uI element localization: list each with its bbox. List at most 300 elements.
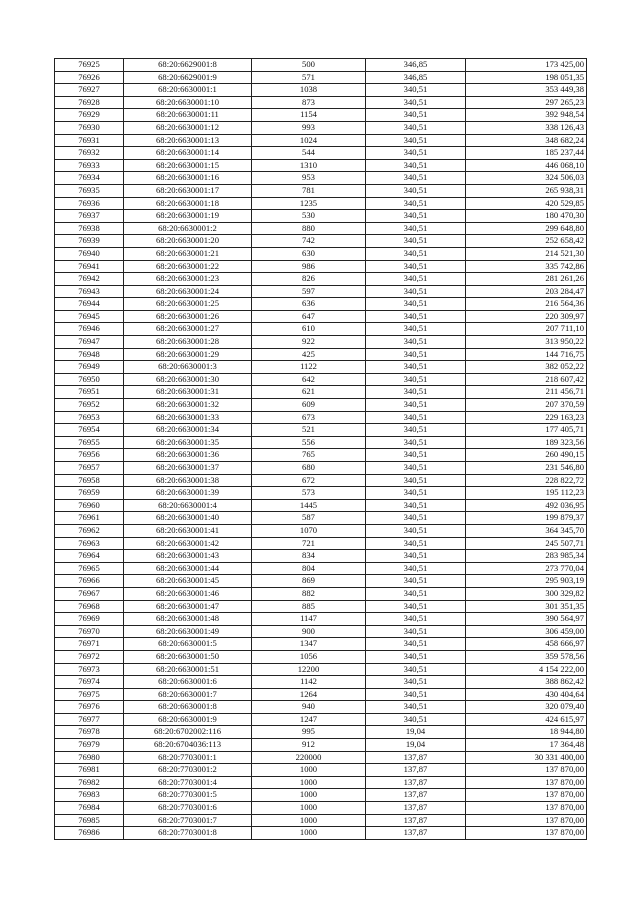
rate-cell: 340,51 <box>366 159 466 172</box>
value-cell: 388 862,42 <box>466 676 587 689</box>
value-cell: 335 742,86 <box>466 260 587 273</box>
table-row <box>55 424 587 437</box>
table-row <box>55 184 587 197</box>
rate-cell: 340,51 <box>366 348 466 361</box>
table-row <box>55 739 587 752</box>
cadastral-number-cell: 68:20:6630001:44 <box>124 562 252 575</box>
cadastral-number-cell: 68:20:6630001:22 <box>124 260 252 273</box>
row-number-cell: 76960 <box>55 499 124 512</box>
value-cell: 295 903,19 <box>466 575 587 588</box>
area-cell: 1000 <box>252 764 366 777</box>
table-row <box>55 247 587 260</box>
area-cell: 834 <box>252 550 366 563</box>
area-cell: 673 <box>252 411 366 424</box>
cadastral-number-cell: 68:20:7703001:8 <box>124 827 252 840</box>
table-row <box>55 701 587 714</box>
value-cell: 18 944,80 <box>466 726 587 739</box>
row-number-cell: 76944 <box>55 298 124 311</box>
table-row <box>55 273 587 286</box>
cadastral-number-cell: 68:20:6630001:18 <box>124 197 252 210</box>
table-row <box>55 688 587 701</box>
rate-cell: 340,51 <box>366 613 466 626</box>
value-cell: 301 351,35 <box>466 600 587 613</box>
table-row <box>55 776 587 789</box>
area-cell: 953 <box>252 172 366 185</box>
value-cell: 137 870,00 <box>466 776 587 789</box>
value-cell: 214 521,30 <box>466 247 587 260</box>
cadastral-number-cell: 68:20:6630001:5 <box>124 638 252 651</box>
row-number-cell: 76986 <box>55 827 124 840</box>
area-cell: 900 <box>252 625 366 638</box>
value-cell: 211 456,71 <box>466 386 587 399</box>
value-cell: 382 052,22 <box>466 361 587 374</box>
row-number-cell: 76927 <box>55 84 124 97</box>
cadastral-number-cell: 68:20:6630001:42 <box>124 537 252 550</box>
row-number-cell: 76955 <box>55 436 124 449</box>
rate-cell: 340,51 <box>366 310 466 323</box>
rate-cell: 340,51 <box>366 235 466 248</box>
cadastral-number-cell: 68:20:6630001:50 <box>124 650 252 663</box>
row-number-cell: 76945 <box>55 310 124 323</box>
rate-cell: 340,51 <box>366 399 466 412</box>
value-cell: 207 711,10 <box>466 323 587 336</box>
area-cell: 1000 <box>252 802 366 815</box>
rate-cell: 137,87 <box>366 764 466 777</box>
rate-cell: 340,51 <box>366 298 466 311</box>
value-cell: 260 490,15 <box>466 449 587 462</box>
area-cell: 1000 <box>252 814 366 827</box>
rate-cell: 340,51 <box>366 562 466 575</box>
table-row <box>55 96 587 109</box>
table-row <box>55 512 587 525</box>
table-row <box>55 235 587 248</box>
table-row <box>55 361 587 374</box>
cadastral-value-table <box>54 58 587 840</box>
row-number-cell: 76978 <box>55 726 124 739</box>
area-cell: 573 <box>252 487 366 500</box>
row-number-cell: 76934 <box>55 172 124 185</box>
rate-cell: 340,51 <box>366 134 466 147</box>
cadastral-number-cell: 68:20:6630001:36 <box>124 449 252 462</box>
table-row <box>55 827 587 840</box>
table-row <box>55 298 587 311</box>
table-row <box>55 487 587 500</box>
area-cell: 1347 <box>252 638 366 651</box>
row-number-cell: 76976 <box>55 701 124 714</box>
rate-cell: 19,04 <box>366 726 466 739</box>
row-number-cell: 76979 <box>55 739 124 752</box>
table-row <box>55 550 587 563</box>
table-row <box>55 449 587 462</box>
area-cell: 1445 <box>252 499 366 512</box>
row-number-cell: 76925 <box>55 59 124 72</box>
value-cell: 30 331 400,00 <box>466 751 587 764</box>
area-cell: 1000 <box>252 827 366 840</box>
value-cell: 265 938,31 <box>466 184 587 197</box>
rate-cell: 340,51 <box>366 361 466 374</box>
rate-cell: 340,51 <box>366 424 466 437</box>
row-number-cell: 76953 <box>55 411 124 424</box>
rate-cell: 137,87 <box>366 751 466 764</box>
cadastral-number-cell: 68:20:6630001:28 <box>124 336 252 349</box>
row-number-cell: 76930 <box>55 121 124 134</box>
value-cell: 390 564,97 <box>466 613 587 626</box>
rate-cell: 340,51 <box>366 121 466 134</box>
row-number-cell: 76966 <box>55 575 124 588</box>
value-cell: 4 154 222,00 <box>466 663 587 676</box>
row-number-cell: 76967 <box>55 587 124 600</box>
table-row <box>55 600 587 613</box>
cadastral-number-cell: 68:20:6629001:9 <box>124 71 252 84</box>
area-cell: 1000 <box>252 789 366 802</box>
value-cell: 231 546,80 <box>466 462 587 475</box>
value-cell: 137 870,00 <box>466 764 587 777</box>
row-number-cell: 76939 <box>55 235 124 248</box>
cadastral-number-cell: 68:20:6630001:24 <box>124 285 252 298</box>
cadastral-number-cell: 68:20:6630001:23 <box>124 273 252 286</box>
rate-cell: 340,51 <box>366 247 466 260</box>
value-cell: 144 716,75 <box>466 348 587 361</box>
cadastral-number-cell: 68:20:6630001:10 <box>124 96 252 109</box>
row-number-cell: 76951 <box>55 386 124 399</box>
rate-cell: 340,51 <box>366 688 466 701</box>
area-cell: 993 <box>252 121 366 134</box>
value-cell: 137 870,00 <box>466 827 587 840</box>
table-row <box>55 147 587 160</box>
cadastral-number-cell: 68:20:6630001:39 <box>124 487 252 500</box>
area-cell: 500 <box>252 59 366 72</box>
area-cell: 609 <box>252 399 366 412</box>
row-number-cell: 76983 <box>55 789 124 802</box>
table-row <box>55 399 587 412</box>
row-number-cell: 76974 <box>55 676 124 689</box>
rate-cell: 340,51 <box>366 575 466 588</box>
area-cell: 922 <box>252 336 366 349</box>
cadastral-number-cell: 68:20:6630001:4 <box>124 499 252 512</box>
value-cell: 229 163,23 <box>466 411 587 424</box>
table-row <box>55 713 587 726</box>
table-row <box>55 726 587 739</box>
value-cell: 228 822,72 <box>466 474 587 487</box>
area-cell: 1070 <box>252 524 366 537</box>
row-number-cell: 76942 <box>55 273 124 286</box>
row-number-cell: 76928 <box>55 96 124 109</box>
value-cell: 195 112,23 <box>466 487 587 500</box>
table-row <box>55 310 587 323</box>
cadastral-number-cell: 68:20:6630001:51 <box>124 663 252 676</box>
area-cell: 571 <box>252 71 366 84</box>
table-row <box>55 638 587 651</box>
rate-cell: 346,85 <box>366 71 466 84</box>
value-cell: 348 682,24 <box>466 134 587 147</box>
row-number-cell: 76972 <box>55 650 124 663</box>
cadastral-number-cell: 68:20:6630001:15 <box>124 159 252 172</box>
table-row <box>55 134 587 147</box>
value-cell: 180 470,30 <box>466 210 587 223</box>
row-number-cell: 76961 <box>55 512 124 525</box>
cadastral-number-cell: 68:20:6630001:26 <box>124 310 252 323</box>
area-cell: 1264 <box>252 688 366 701</box>
area-cell: 742 <box>252 235 366 248</box>
rate-cell: 340,51 <box>366 512 466 525</box>
row-number-cell: 76962 <box>55 524 124 537</box>
cadastral-number-cell: 68:20:6630001:11 <box>124 109 252 122</box>
rate-cell: 137,87 <box>366 776 466 789</box>
cadastral-number-cell: 68:20:6630001:2 <box>124 222 252 235</box>
cadastral-number-cell: 68:20:6630001:31 <box>124 386 252 399</box>
value-cell: 424 615,97 <box>466 713 587 726</box>
area-cell: 1056 <box>252 650 366 663</box>
area-cell: 672 <box>252 474 366 487</box>
table-row <box>55 336 587 349</box>
rate-cell: 340,51 <box>366 184 466 197</box>
cadastral-number-cell: 68:20:6630001:33 <box>124 411 252 424</box>
row-number-cell: 76985 <box>55 814 124 827</box>
area-cell: 597 <box>252 285 366 298</box>
rate-cell: 340,51 <box>366 260 466 273</box>
row-number-cell: 76937 <box>55 210 124 223</box>
area-cell: 425 <box>252 348 366 361</box>
table-row <box>55 625 587 638</box>
area-cell: 912 <box>252 739 366 752</box>
table-row <box>55 802 587 815</box>
table-row <box>55 524 587 537</box>
area-cell: 647 <box>252 310 366 323</box>
value-cell: 199 879,37 <box>466 512 587 525</box>
table-row <box>55 260 587 273</box>
cadastral-number-cell: 68:20:6630001:9 <box>124 713 252 726</box>
row-number-cell: 76984 <box>55 802 124 815</box>
value-cell: 207 370,59 <box>466 399 587 412</box>
row-number-cell: 76975 <box>55 688 124 701</box>
table-row <box>55 373 587 386</box>
rate-cell: 137,87 <box>366 814 466 827</box>
area-cell: 521 <box>252 424 366 437</box>
value-cell: 392 948,54 <box>466 109 587 122</box>
rate-cell: 340,51 <box>366 537 466 550</box>
rate-cell: 137,87 <box>366 827 466 840</box>
row-number-cell: 76956 <box>55 449 124 462</box>
area-cell: 721 <box>252 537 366 550</box>
rate-cell: 340,51 <box>366 550 466 563</box>
value-cell: 220 309,97 <box>466 310 587 323</box>
table-row <box>55 210 587 223</box>
cadastral-number-cell: 68:20:6630001:46 <box>124 587 252 600</box>
area-cell: 1000 <box>252 776 366 789</box>
cadastral-number-cell: 68:20:7703001:6 <box>124 802 252 815</box>
area-cell: 544 <box>252 147 366 160</box>
rate-cell: 340,51 <box>366 285 466 298</box>
rate-cell: 340,51 <box>366 638 466 651</box>
area-cell: 587 <box>252 512 366 525</box>
value-cell: 203 284,47 <box>466 285 587 298</box>
rate-cell: 340,51 <box>366 96 466 109</box>
value-cell: 137 870,00 <box>466 789 587 802</box>
rate-cell: 340,51 <box>366 386 466 399</box>
rate-cell: 340,51 <box>366 474 466 487</box>
table-row <box>55 109 587 122</box>
value-cell: 359 578,56 <box>466 650 587 663</box>
rate-cell: 340,51 <box>366 147 466 160</box>
row-number-cell: 76950 <box>55 373 124 386</box>
value-cell: 281 261,26 <box>466 273 587 286</box>
value-cell: 198 051,35 <box>466 71 587 84</box>
area-cell: 621 <box>252 386 366 399</box>
rate-cell: 340,51 <box>366 449 466 462</box>
rate-cell: 340,51 <box>366 172 466 185</box>
row-number-cell: 76980 <box>55 751 124 764</box>
cadastral-number-cell: 68:20:7703001:4 <box>124 776 252 789</box>
table-row <box>55 436 587 449</box>
rate-cell: 346,85 <box>366 59 466 72</box>
area-cell: 556 <box>252 436 366 449</box>
table-row <box>55 764 587 777</box>
value-cell: 273 770,04 <box>466 562 587 575</box>
row-number-cell: 76949 <box>55 361 124 374</box>
area-cell: 1122 <box>252 361 366 374</box>
cadastral-number-cell: 68:20:6630001:7 <box>124 688 252 701</box>
rate-cell: 340,51 <box>366 663 466 676</box>
cadastral-number-cell: 68:20:7703001:7 <box>124 814 252 827</box>
cadastral-number-cell: 68:20:6630001:17 <box>124 184 252 197</box>
table-row <box>55 462 587 475</box>
table-row <box>55 751 587 764</box>
value-cell: 338 126,43 <box>466 121 587 134</box>
table-row <box>55 474 587 487</box>
row-number-cell: 76970 <box>55 625 124 638</box>
row-number-cell: 76929 <box>55 109 124 122</box>
area-cell: 765 <box>252 449 366 462</box>
value-cell: 430 404,64 <box>466 688 587 701</box>
table-row <box>55 159 587 172</box>
row-number-cell: 76932 <box>55 147 124 160</box>
cadastral-number-cell: 68:20:6630001:6 <box>124 676 252 689</box>
cadastral-number-cell: 68:20:6630001:3 <box>124 361 252 374</box>
value-cell: 353 449,38 <box>466 84 587 97</box>
row-number-cell: 76981 <box>55 764 124 777</box>
area-cell: 869 <box>252 575 366 588</box>
table-row <box>55 537 587 550</box>
rate-cell: 340,51 <box>366 84 466 97</box>
area-cell: 12200 <box>252 663 366 676</box>
area-cell: 642 <box>252 373 366 386</box>
rate-cell: 340,51 <box>366 273 466 286</box>
cadastral-number-cell: 68:20:6630001:12 <box>124 121 252 134</box>
table-row <box>55 121 587 134</box>
rate-cell: 340,51 <box>366 109 466 122</box>
table-row <box>55 663 587 676</box>
table-row <box>55 814 587 827</box>
row-number-cell: 76941 <box>55 260 124 273</box>
row-number-cell: 76933 <box>55 159 124 172</box>
value-cell: 320 079,40 <box>466 701 587 714</box>
row-number-cell: 76977 <box>55 713 124 726</box>
rate-cell: 340,51 <box>366 323 466 336</box>
cadastral-number-cell: 68:20:6630001:14 <box>124 147 252 160</box>
table-row <box>55 499 587 512</box>
area-cell: 804 <box>252 562 366 575</box>
value-cell: 173 425,00 <box>466 59 587 72</box>
rate-cell: 137,87 <box>366 802 466 815</box>
cadastral-number-cell: 68:20:6630001:20 <box>124 235 252 248</box>
value-cell: 458 666,97 <box>466 638 587 651</box>
value-cell: 283 985,34 <box>466 550 587 563</box>
table-row <box>55 84 587 97</box>
row-number-cell: 76982 <box>55 776 124 789</box>
rate-cell: 340,51 <box>366 701 466 714</box>
row-number-cell: 76946 <box>55 323 124 336</box>
area-cell: 1247 <box>252 713 366 726</box>
value-cell: 297 265,23 <box>466 96 587 109</box>
rate-cell: 340,51 <box>366 587 466 600</box>
cadastral-number-cell: 68:20:6630001:47 <box>124 600 252 613</box>
area-cell: 1235 <box>252 197 366 210</box>
row-number-cell: 76947 <box>55 336 124 349</box>
cadastral-number-cell: 68:20:7703001:1 <box>124 751 252 764</box>
area-cell: 781 <box>252 184 366 197</box>
row-number-cell: 76938 <box>55 222 124 235</box>
row-number-cell: 76952 <box>55 399 124 412</box>
rate-cell: 340,51 <box>366 487 466 500</box>
table-row <box>55 285 587 298</box>
row-number-cell: 76926 <box>55 71 124 84</box>
rate-cell: 340,51 <box>366 373 466 386</box>
cadastral-number-cell: 68:20:6630001:32 <box>124 399 252 412</box>
row-number-cell: 76931 <box>55 134 124 147</box>
cadastral-number-cell: 68:20:6629001:8 <box>124 59 252 72</box>
cadastral-number-cell: 68:20:6630001:49 <box>124 625 252 638</box>
area-cell: 940 <box>252 701 366 714</box>
row-number-cell: 76935 <box>55 184 124 197</box>
value-cell: 313 950,22 <box>466 336 587 349</box>
rate-cell: 340,51 <box>366 462 466 475</box>
value-cell: 420 529,85 <box>466 197 587 210</box>
rate-cell: 340,51 <box>366 210 466 223</box>
cadastral-number-cell: 68:20:6630001:34 <box>124 424 252 437</box>
value-cell: 177 405,71 <box>466 424 587 437</box>
cadastral-number-cell: 68:20:6630001:21 <box>124 247 252 260</box>
value-cell: 446 068,10 <box>466 159 587 172</box>
row-number-cell: 76954 <box>55 424 124 437</box>
table-row <box>55 323 587 336</box>
area-cell: 1142 <box>252 676 366 689</box>
cadastral-number-cell: 68:20:6630001:41 <box>124 524 252 537</box>
cadastral-number-cell: 68:20:6704036:113 <box>124 739 252 752</box>
cadastral-number-cell: 68:20:6630001:16 <box>124 172 252 185</box>
table-row <box>55 197 587 210</box>
value-cell: 324 506,03 <box>466 172 587 185</box>
area-cell: 873 <box>252 96 366 109</box>
value-cell: 300 329,82 <box>466 587 587 600</box>
area-cell: 630 <box>252 247 366 260</box>
rate-cell: 340,51 <box>366 524 466 537</box>
row-number-cell: 76940 <box>55 247 124 260</box>
area-cell: 530 <box>252 210 366 223</box>
value-cell: 137 870,00 <box>466 814 587 827</box>
area-cell: 986 <box>252 260 366 273</box>
value-cell: 492 036,95 <box>466 499 587 512</box>
value-cell: 364 345,70 <box>466 524 587 537</box>
rate-cell: 19,04 <box>366 739 466 752</box>
value-cell: 185 237,44 <box>466 147 587 160</box>
rate-cell: 340,51 <box>366 499 466 512</box>
table-row <box>55 587 587 600</box>
row-number-cell: 76968 <box>55 600 124 613</box>
cadastral-number-cell: 68:20:6630001:1 <box>124 84 252 97</box>
area-cell: 880 <box>252 222 366 235</box>
table-row <box>55 789 587 802</box>
value-cell: 299 648,80 <box>466 222 587 235</box>
